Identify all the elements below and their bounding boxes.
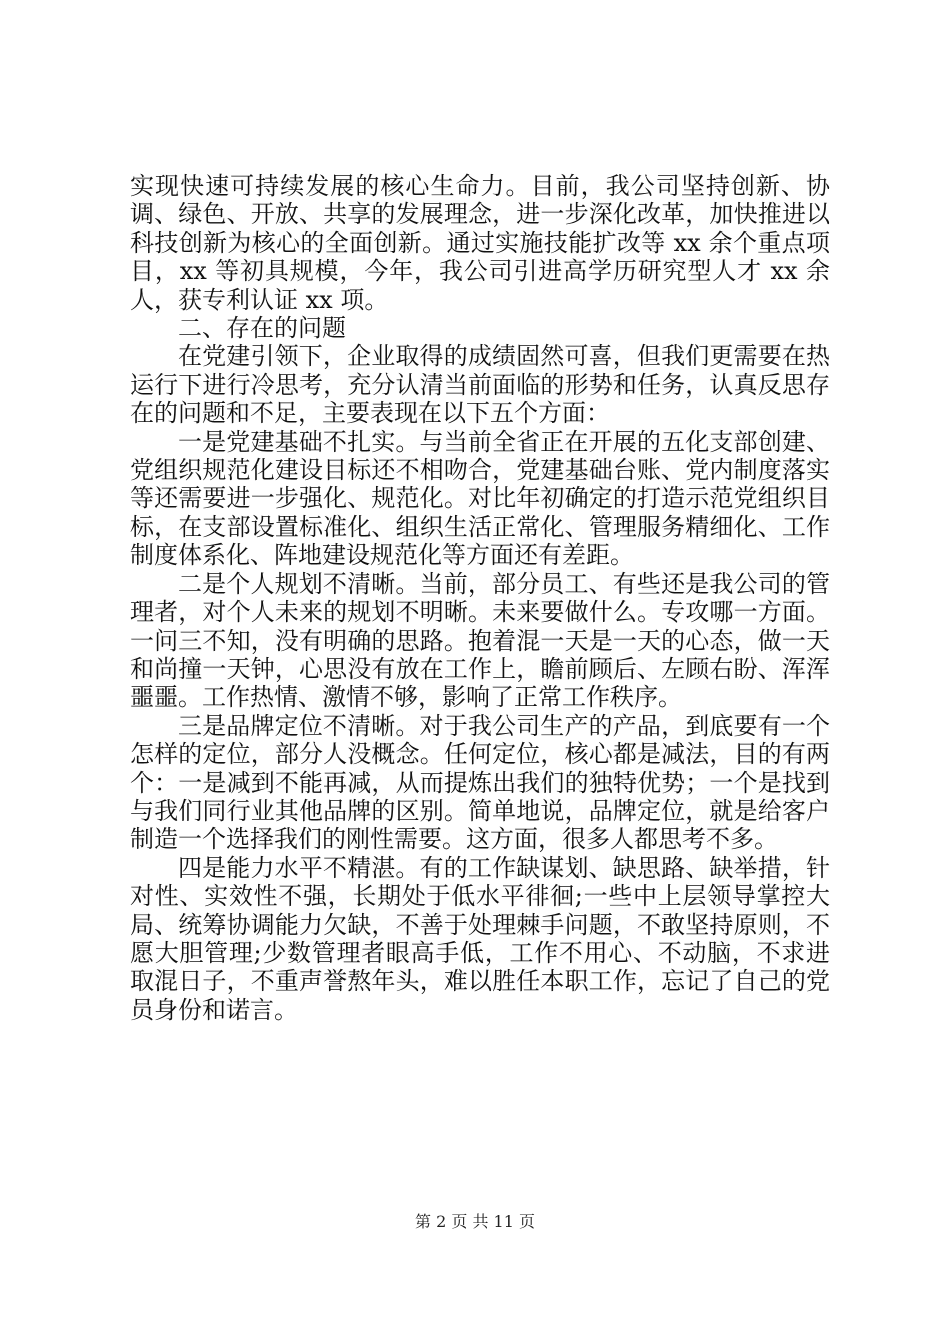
paragraph-issue-1: 一是党建基础不扎实。与当前全省正在开展的五化支部创建、党组织规范化建设目标还不相吻合，党建基础台账、党内制度落实等还需要进一步强化、规范化。对比年初确定的打造示范党组织目标，在支部设置标准化、组织生活正常化、管理服务精细化、工作制度体系化、阵地建设规范化等方面还有差距。 — [130, 427, 830, 570]
section-heading: 二、存在的问题 — [178, 314, 346, 343]
page-number-footer: 第 2 页 共 11 页 — [415, 1212, 535, 1231]
paragraph-intro-continuation: 实现快速可持续发展的核心生命力。目前，我公司坚持创新、协调、绿色、开放、共享的发展理念，进一步深化改革，加快推进以科技创新为核心的全面创新。通过实施技能扩改等 xx 余个重点项目，xx 等初具规模，今年，我公司引进高学历研究型人才 xx 余人，获专利认证 xx 项。 — [130, 172, 830, 314]
paragraph-issue-2: 二是个人规划不清晰。当前，部分员工、有些还是我公司的管理者，对个人未来的规划不明晰。未来要做什么。专攻哪一方面。一问三不知，没有明确的思路。抱着混一天是一天的心态，做一天和尚撞一天钟，心思没有放在工作上，瞻前顾后、左顾右盼、浑浑噩噩。工作热情、激情不够，影响了正常工作秩序。 — [130, 569, 830, 712]
paragraph-overview: 在党建引领下，企业取得的成绩固然可喜，但我们更需要在热运行下进行冷思考，充分认清当前面临的形势和任务，认真反思存在的问题和不足，主要表现在以下五个方面： — [130, 342, 830, 428]
paragraph-issue-4: 四是能力水平不精湛。有的工作缺谋划、缺思路、缺举措，针对性、实效性不强，长期处于低水平徘徊;一些中上层领导掌控大局、统筹协调能力欠缺，不善于处理棘手问题，不敢坚持原则，不愿大胆管理;少数管理者眼高手低，工作不用心、不动脑，不求进取混日子，不重声誉熬年头，难以胜任本职工作，忘记了自己的党员身份和诺言。 — [130, 853, 830, 1024]
paragraph-issue-3: 三是品牌定位不清晰。对于我公司生产的产品，到底要有一个怎样的定位，部分人没概念。任何定位，核心都是减法，目的有两个：一是减到不能再减，从而提炼出我们的独特优势；一个是找到与我们同行业其他品牌的区别。简单地说，品牌定位，就是给客户制造一个选择我们的刚性需要。这方面，很多人都思考不多。 — [130, 711, 830, 854]
document-body — [130, 172, 830, 1024]
